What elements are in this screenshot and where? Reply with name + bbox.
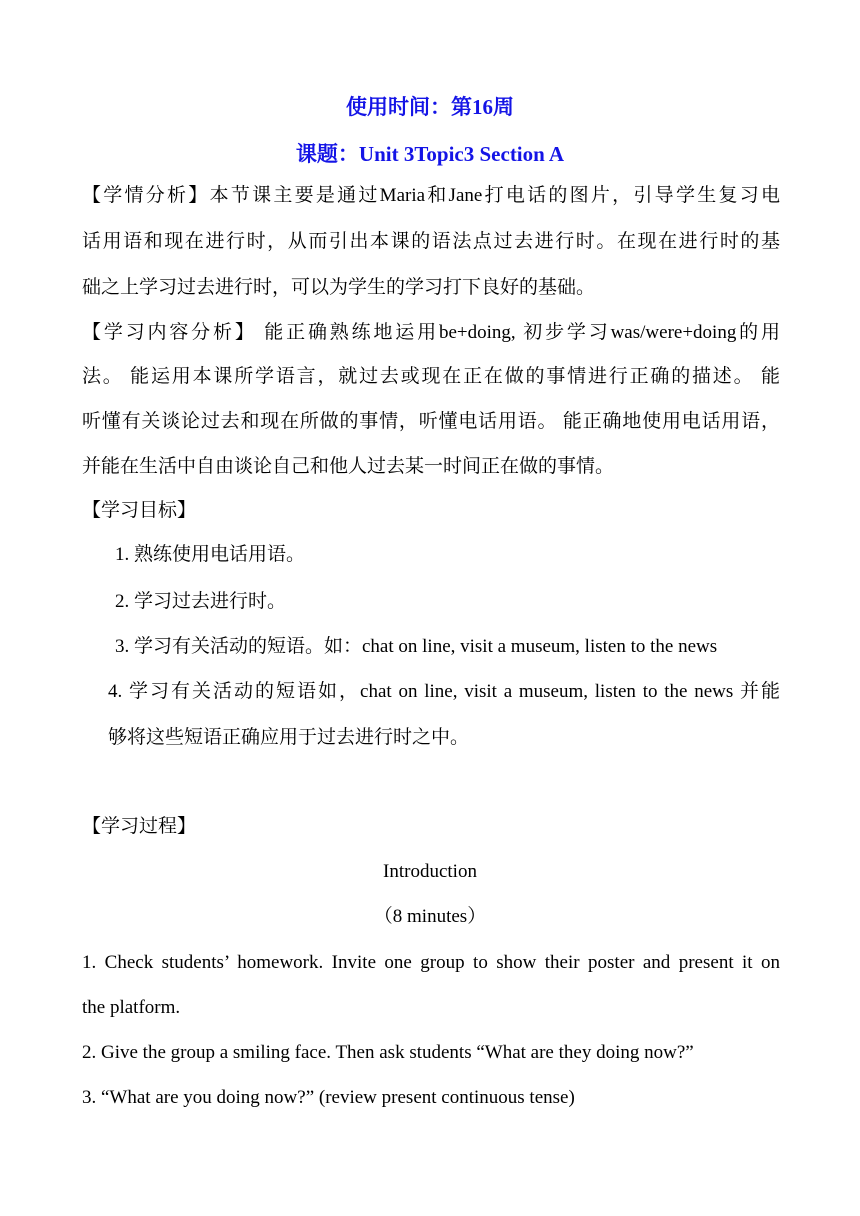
content-analysis-line: 【学习内容分析】 能正确熟练地运用be+doing, 初步学习was/were+doing的用: [82, 322, 780, 343]
analysis-line: 础之上学习过去进行时，可以为学生的学习打下良好的基础。: [82, 277, 596, 298]
content-analysis-line: 法。 能运用本课所学语言，就过去或现在正在做的事情进行正确的描述。 能: [82, 366, 780, 387]
process-step: the platform.: [82, 997, 181, 1018]
process-step: 2. Give the group a smiling face. Then ask students “What are they doing now?”: [82, 1042, 694, 1063]
section-duration: （8 minutes）: [373, 906, 487, 927]
goals-heading: 【学习目标】: [82, 500, 197, 521]
goal-item: 1. 熟练使用电话用语。: [115, 544, 306, 565]
goal-item: 3. 学习有关活动的短语。如：chat on line, visit a museum, listen to the news: [115, 636, 718, 657]
content-analysis-line: 并能在生活中自由谈论自己和他人过去某一时间正在做的事情。: [82, 456, 615, 477]
goal-item: 4. 学习有关活动的短语如，chat on line, visit a museum, listen to the news 并能: [108, 681, 780, 702]
goal-item-continuation: 够将这些短语正确应用于过去进行时之中。: [108, 727, 470, 748]
usage-time-heading: 使用时间：第16周: [346, 95, 514, 119]
process-heading: 【学习过程】: [82, 816, 197, 837]
analysis-line: 话用语和现在进行时，从而引出本课的语法点过去进行时。在现在进行时的基: [82, 231, 780, 252]
content-analysis-line: 听懂有关谈论过去和现在所做的事情，听懂电话用语。 能正确地使用电话用语，: [82, 411, 780, 432]
analysis-line: 【学情分析】本节课主要是通过Maria和Jane打电话的图片，引导学生复习电: [82, 185, 780, 206]
section-title: Introduction: [383, 861, 477, 882]
goal-item: 2. 学习过去进行时。: [115, 591, 287, 612]
process-step: 1. Check students’ homework. Invite one group to show their poster and present it on: [82, 952, 780, 973]
process-step: 3. “What are you doing now?” (review present continuous tense): [82, 1087, 575, 1108]
lesson-topic-heading: 课题：Unit 3Topic3 Section A: [295, 142, 565, 166]
